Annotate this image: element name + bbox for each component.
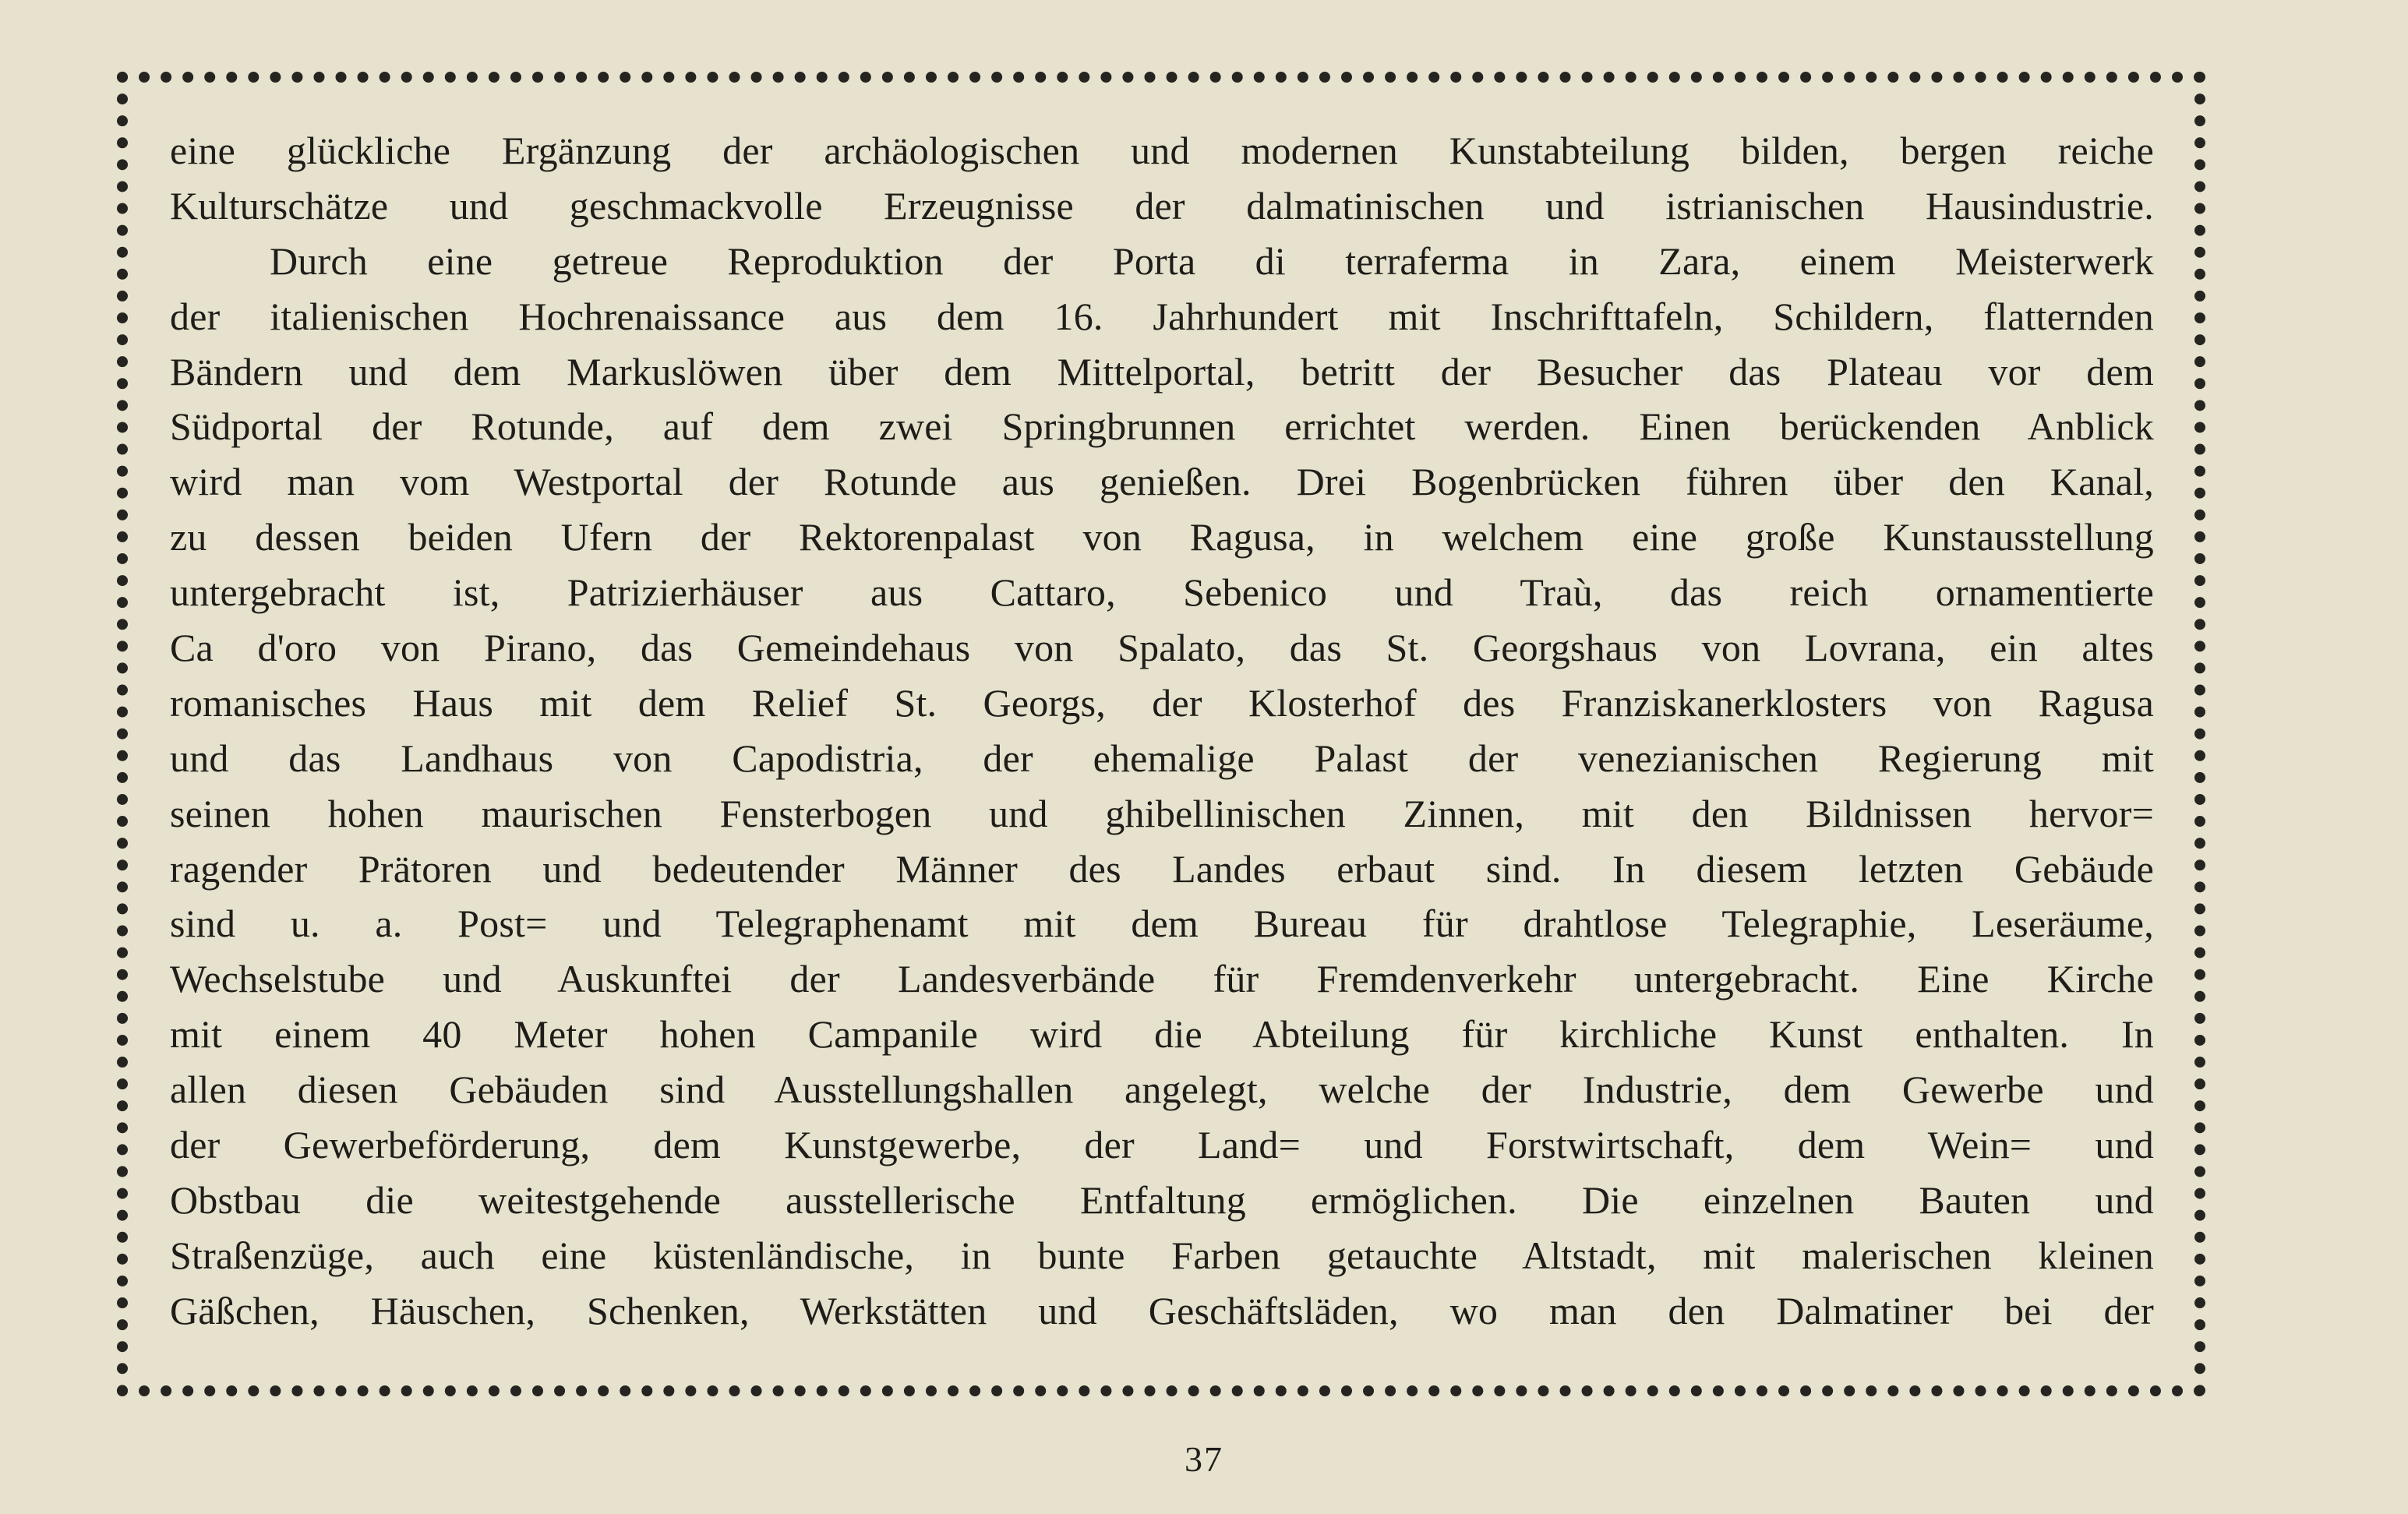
- text-line: untergebracht ist, Patrizierhäuser aus Cattaro, Sebenico und Traù, das reich ornamentierte: [170, 570, 2154, 615]
- text-line: Bändern und dem Markuslöwen über dem Mittelportal, betritt der Besucher das Plateau vor dem: [170, 349, 2154, 393]
- text-line: ragender Prätoren und bedeutender Männer des Landes erbaut sind. In diesem letzten Gebäude: [170, 846, 2154, 891]
- text-line: der italienischen Hochrenaissance aus dem 16. Jahrhundert mit Inschrifttafeln, Schildern, flatternden: [170, 294, 2154, 338]
- page-number: 37: [1185, 1439, 1223, 1479]
- text-line: Wechselstube und Auskunftei der Landesverbände für Fremdenverkehr untergebracht. Eine Kirche: [170, 957, 2154, 1001]
- text-line: zu dessen beiden Ufern der Rektorenpalast von Ragusa, in welchem eine große Kunstausstellung: [170, 515, 2154, 559]
- text-line: wird man vom Westportal der Rotunde aus genießen. Drei Bogenbrücken führen über den Kanal,: [170, 460, 2154, 504]
- text-line: Gäßchen, Häuschen, Schenken, Werkstätten und Geschäftsläden, wo man den Dalmatiner bei der: [170, 1288, 2154, 1332]
- text-line: romanisches Haus mit dem Relief St. Georgs, der Klosterhof des Franziskanerklosters von Ragusa: [170, 680, 2154, 725]
- text-line: und das Landhaus von Capodistria, der ehemalige Palast der venezianischen Regierung mit: [170, 736, 2154, 780]
- text-line: Kulturschätze und geschmackvolle Erzeugnisse der dalmatinischen und istrianischen Hausindustrie.: [170, 183, 2154, 228]
- text-line: sind u. a. Post= und Telegraphenamt mit dem Bureau für drahtlose Telegraphie, Leseräume,: [170, 902, 2154, 946]
- text-line: allen diesen Gebäuden sind Ausstellungshallen angelegt, welche der Industrie, dem Gewerbe und: [170, 1068, 2154, 1112]
- text-line: mit einem 40 Meter hohen Campanile wird die Abteilung für kirchliche Kunst enthalten. In: [170, 1012, 2154, 1057]
- text-line: eine glückliche Ergänzung der archäologischen und modernen Kunstabteilung bilden, bergen reiche: [170, 129, 2154, 172]
- text-line: seinen hohen maurischen Fensterbogen und ghibellinischen Zinnen, mit den Bildnissen hervor=: [170, 791, 2154, 835]
- body-text: [170, 123, 2154, 1339]
- text-line: Obstbau die weitestgehende ausstellerische Entfaltung ermöglichen. Die einzelnen Bauten und: [170, 1177, 2154, 1222]
- text-line: Südportal der Rotunde, auf dem zwei Springbrunnen errichtet werden. Einen berückenden Anblick: [170, 404, 2154, 449]
- text-line: der Gewerbeförderung, dem Kunstgewerbe, der Land= und Forstwirtschaft, dem Wein= und: [170, 1123, 2154, 1167]
- text-line: Straßenzüge, auch eine küstenländische, in bunte Farben getauchte Altstadt, mit malerischen kleinen: [170, 1233, 2154, 1277]
- text-line: Ca d'oro von Pirano, das Gemeindehaus von Spalato, das St. Georgshaus von Lovrana, ein altes: [170, 626, 2154, 670]
- text-line: Durch eine getreue Reproduktion der Porta di terraferma in Zara, einem Meisterwerk: [270, 238, 2154, 283]
